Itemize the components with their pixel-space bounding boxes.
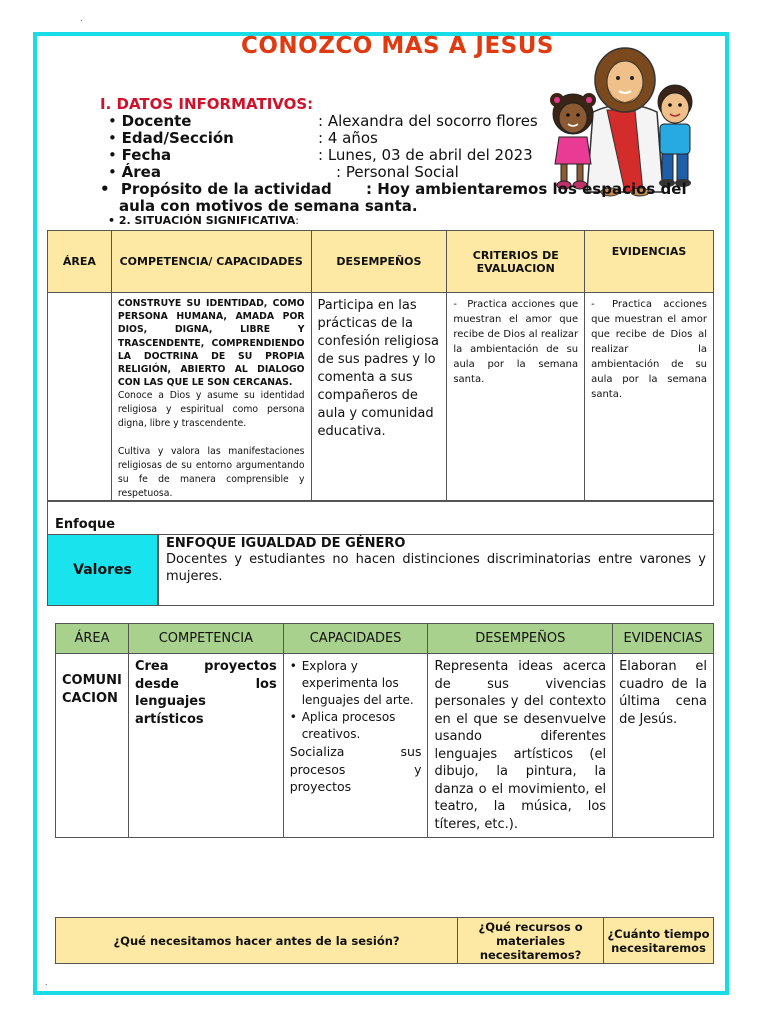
evidencias-cell (585, 293, 714, 502)
capacidad-text: Conoce a Dios y asume su identidad religiosa y espiritual como persona digna, libre y trascendente. (117, 390, 305, 430)
info-value: : Alexandra del socorro flores (318, 112, 538, 130)
table-header: DESEMPEÑOS (311, 231, 447, 293)
evidencias-text (585, 293, 713, 406)
info-value: : Lunes, 03 de abril del 2023 (318, 146, 533, 164)
table-row (56, 654, 714, 838)
table-row (48, 293, 714, 502)
info-label: Fecha (121, 146, 172, 164)
info-row-docente (108, 112, 191, 130)
info-row-fecha (108, 146, 171, 164)
info-row-edad (108, 129, 234, 147)
table-header: EVIDENCIAS (585, 231, 714, 293)
competencias-table (47, 230, 714, 502)
bullet-icon: • (108, 112, 117, 130)
criterios-cell (447, 293, 585, 502)
table-header-row (48, 231, 714, 293)
bullet-icon: • (108, 146, 117, 164)
info-label: Edad/Sección (121, 129, 234, 147)
table-header: COMPETENCIA (128, 624, 283, 654)
enfoque-text: Docentes y estudiantes no hacen distinciones discriminatorias entre varones y mujeres. (166, 552, 706, 584)
desempenos-cell: Representa ideas acerca de sus vivencias personales y del contexto en el que se desenvuelve usando diferentes lenguajes artísticos (el dibujo, la pintura, la danza o el movimiento, el teatro, la música, los títeres, etc.). (428, 654, 613, 838)
proposito-label: Propósito de la actividad (120, 180, 332, 198)
table-header: COMPETENCIA/ CAPACIDADES (111, 231, 311, 293)
info-value: : 4 años (318, 129, 378, 147)
evidencias-body: Practica acciones que muestran el amor que recibe de Dios al realizar la ambientación de su aula por la semana santa. (591, 299, 707, 400)
desempenos-text: Participa en las prácticas de la confesión religiosa de sus padres y lo comenta a sus compañeros de aula y comunidad educativa. (317, 298, 439, 439)
dash: - (591, 299, 595, 310)
evidencias-cell: Elaboran el cuadro de la última cena de Jesús. (613, 654, 714, 838)
table-cell: ¿Cuánto tiempo necesitaremos (604, 918, 714, 964)
competencia-cell: Crea proyectos desde los lenguajes artísticos (128, 654, 283, 838)
capacidades-extra: Socializa sus procesos y proyectos (289, 744, 422, 794)
criterios-body: Practica acciones que muestran el amor que recibe de Dios al realizar la ambientación de su aula por la semana santa. (453, 299, 579, 385)
jesus-children-illustration (545, 42, 705, 197)
capacidad-text: Cultiva y valora las manifestaciones religiosas de su entorno argumentando su fe de manera comprensible y respetuosa. (117, 446, 305, 500)
bullet-icon: • (108, 129, 117, 147)
capacidades-cell (283, 654, 428, 838)
dash: - (453, 299, 457, 310)
enfoque-heading: ENFOQUE IGUALDAD DE GÉNERO (166, 536, 406, 551)
bullet-icon: • (108, 214, 116, 227)
list-item: • Explora y experimenta los lenguajes del arte. (290, 658, 422, 709)
info-label: Área (121, 163, 161, 181)
area-cell (48, 293, 112, 502)
table-header: ÁREA (56, 624, 129, 654)
valores-content (158, 534, 714, 606)
comunicacion-table (55, 623, 714, 838)
area-cell: COMUNI CACION (56, 654, 129, 838)
table-cell: ¿Qué recursos o materiales necesitaremos? (458, 918, 604, 964)
capacidades-list (290, 658, 422, 743)
situacion-significativa (108, 214, 299, 227)
enfoque-label: Enfoque (55, 517, 116, 532)
table-header: CRITERIOS DE EVALUACION (447, 231, 585, 293)
info-label: Docente (121, 112, 192, 130)
table-cell: ¿Qué necesitamos hacer antes de la sesión? (56, 918, 458, 964)
bullet-icon: • (108, 163, 117, 181)
table-row (56, 918, 714, 964)
competencia-text: CONSTRUYE SU IDENTIDAD, COMO PERSONA HUMANA, AMADA POR DIOS, DIGNA, LIBRE Y TRASCENDENTE, COMPRENDIENDO LA DOCTRINA DE SU PROPIA RELIGIÓN, ABIERTO AL DIALOGO CON LAS QUE LE SON CERCANAS. (117, 298, 305, 389)
table-header: DESEMPEÑOS (428, 624, 613, 654)
competencia-cell (111, 293, 311, 502)
table-header: EVIDENCIAS (613, 624, 714, 654)
proposito-value-cont: aula con motivos de semana santa. (119, 197, 418, 215)
info-row-area (108, 163, 161, 181)
valores-label: Valores (47, 534, 158, 606)
criterios-text (447, 293, 584, 391)
table-header-row (56, 624, 714, 654)
proposito-row (100, 180, 332, 198)
info-value: : Personal Social (336, 163, 459, 181)
bullet-icon: • (100, 180, 110, 198)
planificacion-table (55, 917, 714, 964)
proposito-value: : Hoy ambientaremos los espacios del (366, 180, 687, 198)
page-dot: . (45, 978, 48, 987)
list-item: • Aplica procesos creativos. (290, 709, 422, 743)
page-title: CONOZCO MAS A JESUS (241, 33, 554, 59)
page-dot: . (80, 14, 83, 23)
situacion-colon: : (295, 214, 299, 227)
table-header: CAPACIDADES (283, 624, 428, 654)
desempenos-cell (311, 293, 447, 502)
datos-informativos-heading: I. DATOS INFORMATIVOS: (100, 95, 314, 113)
table-header: ÁREA (48, 231, 112, 293)
situacion-label: 2. SITUACIÓN SIGNIFICATIVA (118, 214, 296, 227)
